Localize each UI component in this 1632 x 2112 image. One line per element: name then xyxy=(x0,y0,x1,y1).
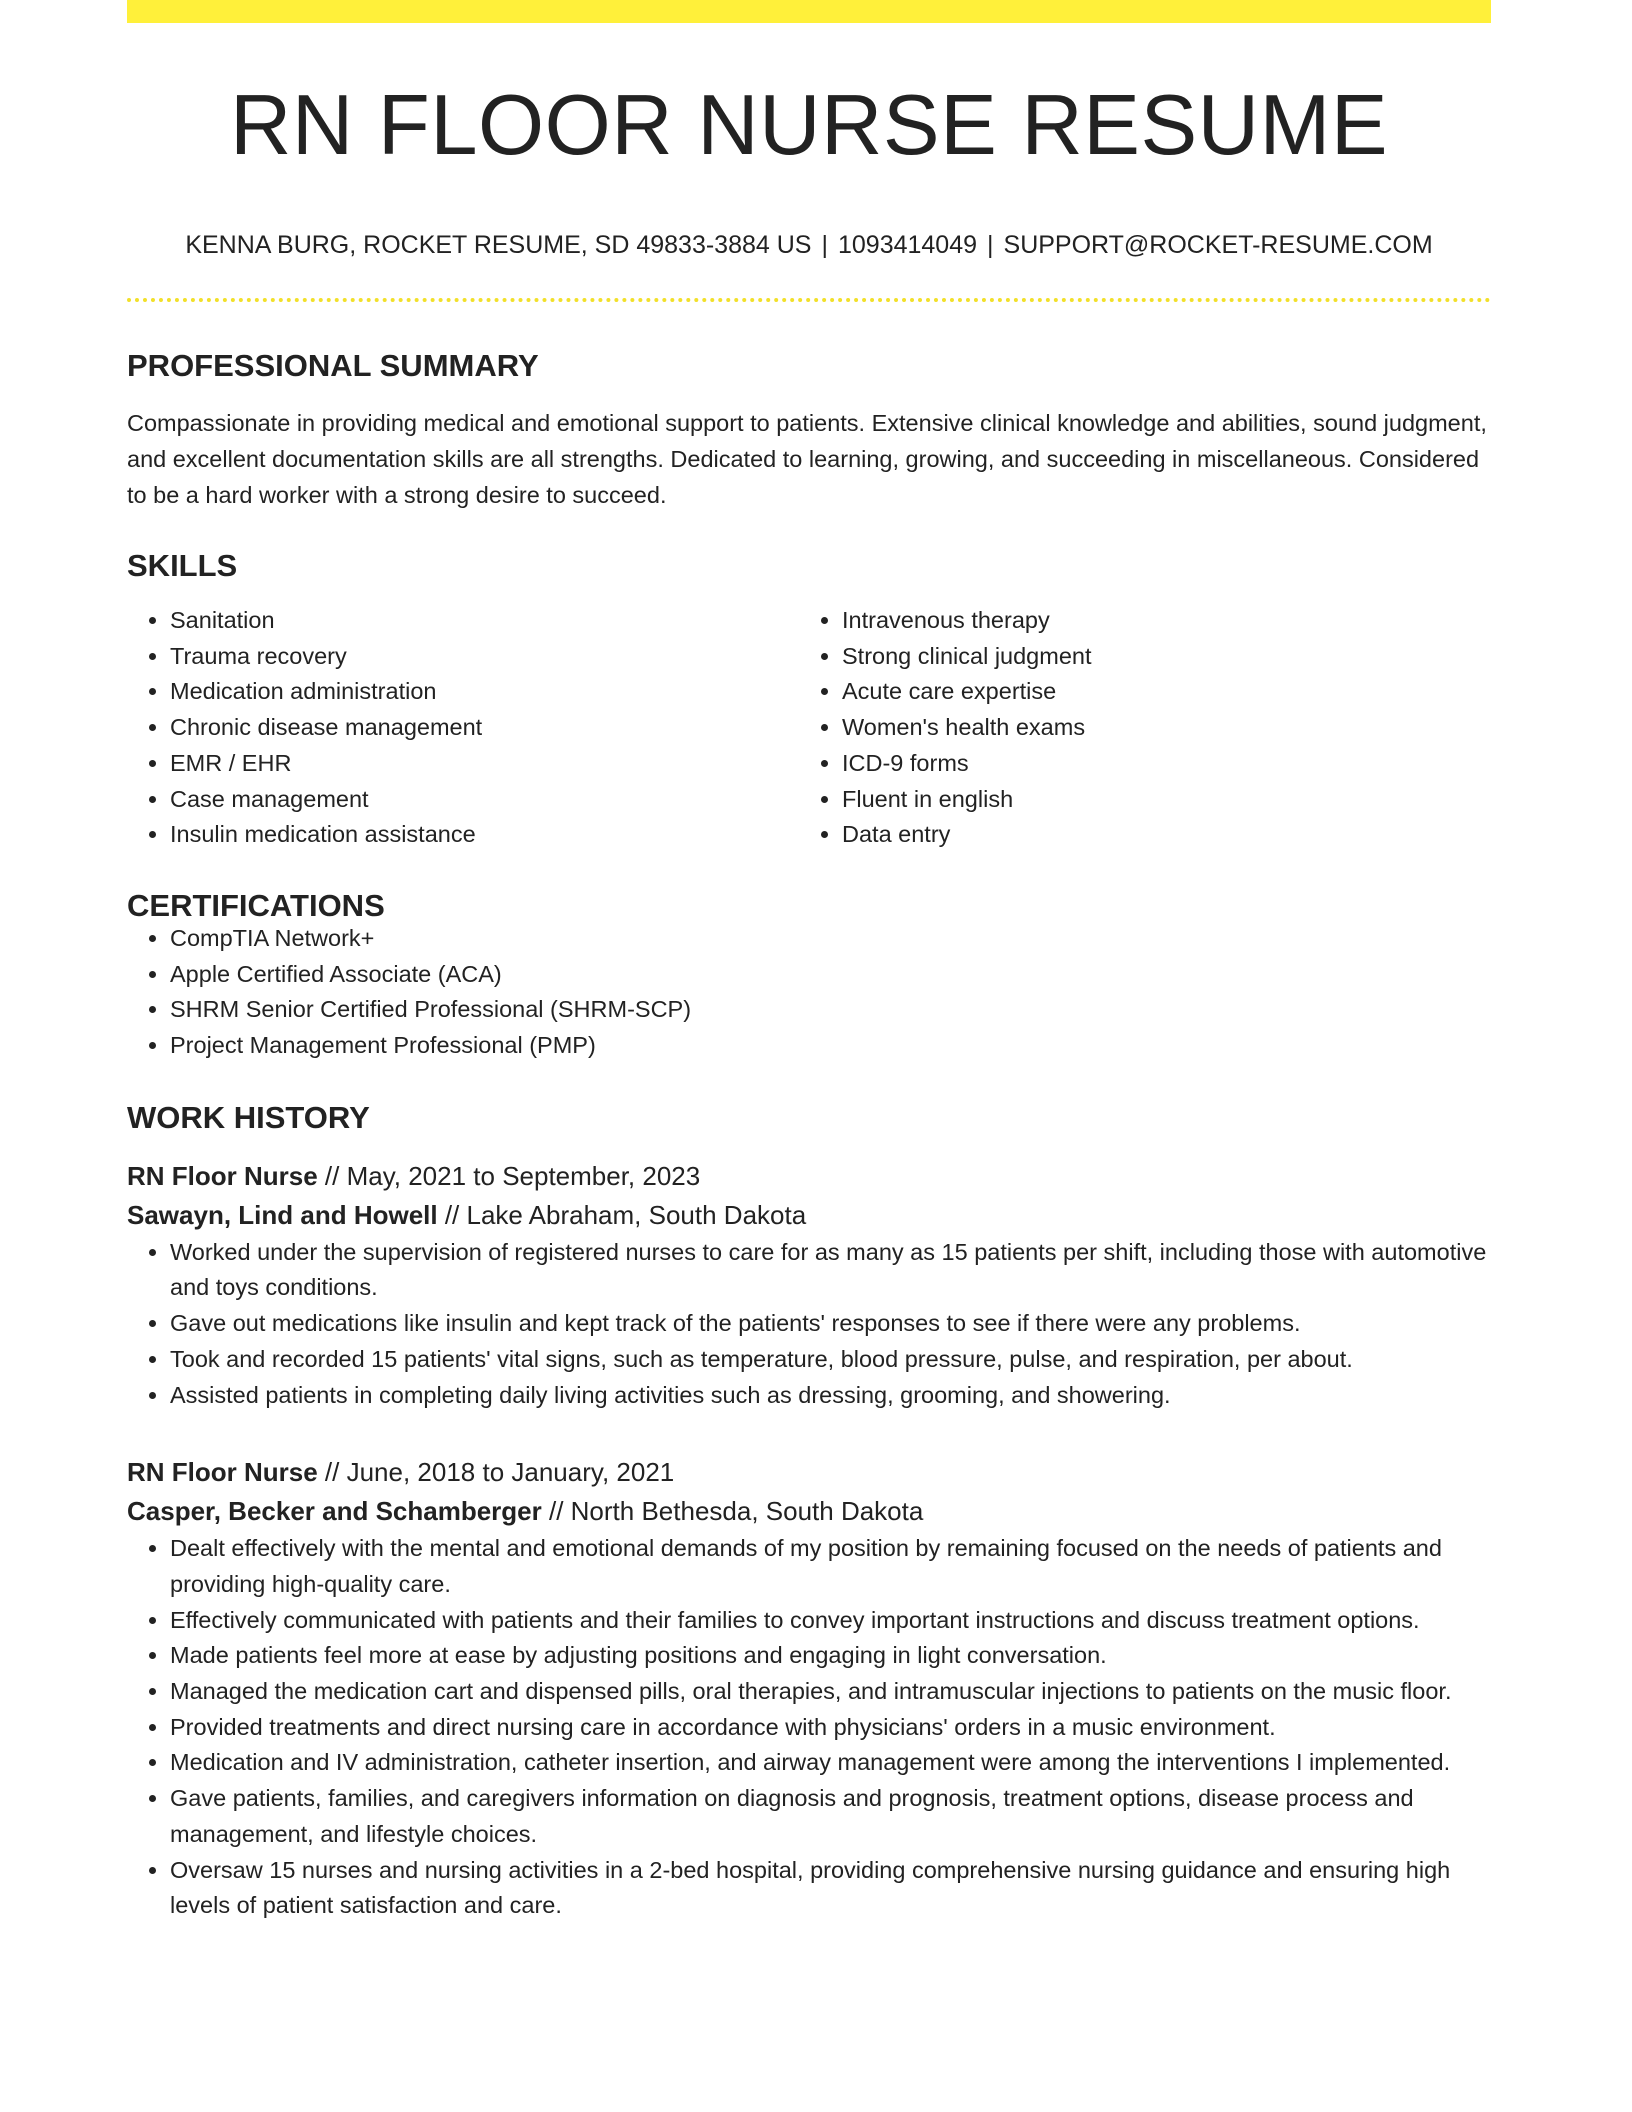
skills-grid xyxy=(127,603,1491,853)
list-item: • Managed the medication cart and dispensed pills, oral therapies, and intramuscular injections to patients on the music floor. xyxy=(170,1674,1491,1710)
list-item: • Apple Certified Associate (ACA) xyxy=(170,957,1491,993)
contact-phone: 1093414049 xyxy=(837,231,978,259)
job-responsibilities-list xyxy=(127,1235,1491,1414)
list-item: • Chronic disease management xyxy=(170,710,799,746)
list-item: • Provided treatments and direct nursing care in accordance with physicians' orders in a music environment. xyxy=(170,1710,1491,1746)
summary-heading: PROFESSIONAL SUMMARY xyxy=(127,348,539,383)
job-company-line xyxy=(127,1492,1491,1531)
contact-separator: | xyxy=(987,231,994,259)
contact-address: KENNA BURG, ROCKET RESUME, SD 49833-3884 US xyxy=(185,231,812,259)
list-item: • Strong clinical judgment xyxy=(842,639,1471,675)
list-item: • Oversaw 15 nurses and nursing activities in a 2-bed hospital, providing comprehensive nursing guidance and ensuring high levels of patient satisfaction and care. xyxy=(170,1853,1491,1924)
page-title: RN FLOOR NURSE RESUME xyxy=(229,78,1389,173)
job-title: RN Floor Nurse xyxy=(127,1160,318,1191)
skills-column-left xyxy=(127,603,799,853)
list-item: • Gave out medications like insulin and kept track of the patients' responses to see if there were any problems. xyxy=(170,1306,1491,1342)
job-title-line xyxy=(127,1453,1491,1492)
contact-email: SUPPORT@ROCKET-RESUME.COM xyxy=(1003,231,1433,259)
list-item: • Women's health exams xyxy=(842,710,1471,746)
job-title-line xyxy=(127,1157,1491,1196)
list-item: • Case management xyxy=(170,782,799,818)
list-item: • Took and recorded 15 patients' vital signs, such as temperature, blood pressure, pulse, and respiration, per about. xyxy=(170,1342,1491,1378)
job-title: RN Floor Nurse xyxy=(127,1457,318,1488)
job-company: Sawayn, Lind and Howell xyxy=(127,1199,438,1230)
list-item: • Worked under the supervision of registered nurses to care for as many as 15 patients per shift, including those with automotive and toys conditions. xyxy=(170,1235,1491,1306)
work-history-heading: WORK HISTORY xyxy=(127,1099,370,1135)
skills-heading: SKILLS xyxy=(127,548,238,583)
list-item: • Medication administration xyxy=(170,674,799,710)
list-item: • Insulin medication assistance xyxy=(170,817,799,853)
list-item: • CompTIA Network+ xyxy=(170,921,1491,957)
certifications-list xyxy=(127,921,1491,1064)
job-company-line xyxy=(127,1196,1491,1235)
list-item: • Sanitation xyxy=(170,603,799,639)
skills-list-left xyxy=(127,603,799,853)
list-item: • Effectively communicated with patients and their families to convey important instructions and discuss treatment options. xyxy=(170,1603,1491,1639)
job-location: // North Bethesda, South Dakota xyxy=(541,1496,924,1527)
list-item: • EMR / EHR xyxy=(170,746,799,782)
work-history-jobs xyxy=(127,1157,1491,1924)
contact-separator: | xyxy=(821,231,828,259)
list-item: • ICD-9 forms xyxy=(842,746,1471,782)
job-company: Casper, Becker and Schamberger xyxy=(127,1496,542,1527)
list-item: • Fluent in english xyxy=(842,782,1471,818)
certifications-heading: CERTIFICATIONS xyxy=(127,887,385,923)
job-entry xyxy=(127,1453,1491,1924)
job-dates: // June, 2018 to January, 2021 xyxy=(317,1457,675,1488)
list-item: • Intravenous therapy xyxy=(842,603,1471,639)
list-item: • Dealt effectively with the mental and emotional demands of my position by remaining focused on the needs of patients and providing high-quality care. xyxy=(170,1531,1491,1602)
list-item: • Gave patients, families, and caregivers information on diagnosis and prognosis, treatment options, disease process and management, and lifestyle choices. xyxy=(170,1781,1491,1852)
list-item: • Project Management Professional (PMP) xyxy=(170,1028,1491,1064)
list-item: • Assisted patients in completing daily living activities such as dressing, grooming, and showering. xyxy=(170,1378,1491,1414)
list-item: • Made patients feel more at ease by adjusting positions and engaging in light conversation. xyxy=(170,1638,1491,1674)
list-item: • SHRM Senior Certified Professional (SHRM-SCP) xyxy=(170,992,1491,1028)
list-item: • Trauma recovery xyxy=(170,639,799,675)
skills-list-right xyxy=(799,603,1471,853)
skills-column-right xyxy=(799,603,1471,853)
accent-top-bar xyxy=(127,0,1491,23)
resume-content xyxy=(127,23,1491,1924)
list-item: • Medication and IV administration, catheter insertion, and airway management were among the interventions I implemented. xyxy=(170,1745,1491,1781)
job-dates: // May, 2021 to September, 2023 xyxy=(317,1160,701,1191)
dotted-divider xyxy=(127,298,1491,302)
list-item: • Data entry xyxy=(842,817,1471,853)
job-location: // Lake Abraham, South Dakota xyxy=(437,1199,807,1230)
contact-line xyxy=(127,233,1491,258)
job-entry xyxy=(127,1157,1491,1414)
summary-text: Compassionate in providing medical and emotional support to patients. Extensive clinical knowledge and abilities, sound judgment, and excellent documentation skills are all strengths. Dedicated to learning, growing, and succeeding in miscellaneous. Considered to be a hard worker with a strong desire to succeed. xyxy=(127,410,1487,508)
list-item: • Acute care expertise xyxy=(842,674,1471,710)
job-responsibilities-list xyxy=(127,1531,1491,1924)
